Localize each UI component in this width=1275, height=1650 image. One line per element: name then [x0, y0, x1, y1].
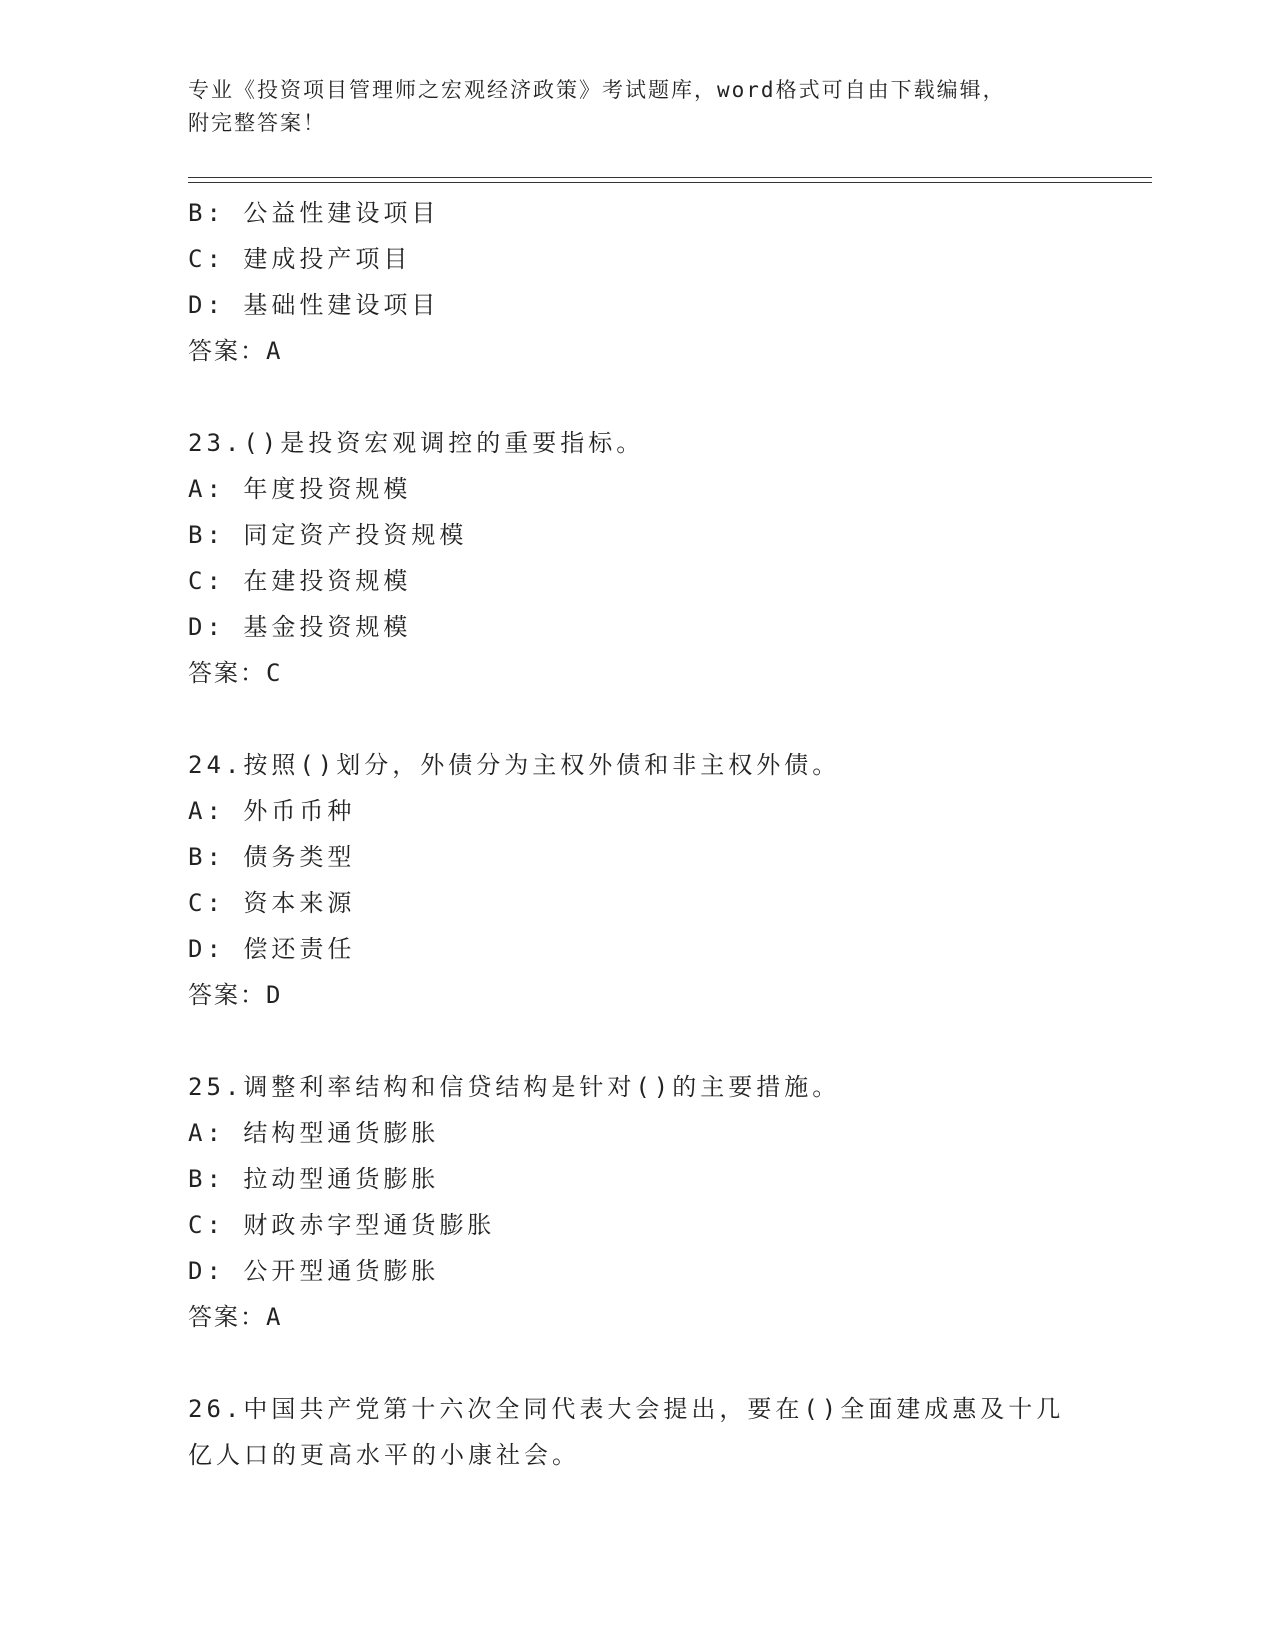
question-text: 23.()是投资宏观调控的重要指标。: [188, 429, 645, 457]
option-a: A: 结构型通货膨胀: [188, 1119, 440, 1147]
option-d: D: 偿还责任: [188, 935, 356, 963]
document-header: [188, 74, 1088, 140]
question-26: [188, 1386, 1128, 1478]
question-text: 24.按照()划分，外债分为主权外债和非主权外债。: [188, 751, 841, 779]
spacer: [188, 374, 1128, 420]
header-line-2: 附完整答案！: [188, 111, 326, 135]
option-d: D: 基金投资规模: [188, 613, 412, 641]
spacer: [188, 1018, 1128, 1064]
header-divider-bottom: [188, 182, 1152, 183]
option-b: B: 拉动型通货膨胀: [188, 1165, 440, 1193]
question-text-line-1: 26.中国共产党第十六次全同代表大会提出，要在()全面建成惠及十几: [188, 1395, 1065, 1423]
answer-line: 答案：D: [188, 981, 283, 1009]
option-c: C: 建成投产项目: [188, 245, 412, 273]
spacer: [188, 1340, 1128, 1386]
header-divider-top: [188, 177, 1152, 178]
question-24: [188, 742, 1128, 1018]
option-a: A: 外币币种: [188, 797, 356, 825]
answer-line: 答案：C: [188, 659, 283, 687]
option-a: A: 年度投资规模: [188, 475, 412, 503]
header-line-1: 专业《投资项目管理师之宏观经济政策》考试题库，word格式可自由下载编辑，: [188, 78, 1006, 102]
question-list: [188, 190, 1128, 1478]
answer-line: 答案：A: [188, 1303, 283, 1331]
question-text-line-2: 亿人口的更高水平的小康社会。: [188, 1441, 580, 1469]
option-d: D: 公开型通货膨胀: [188, 1257, 440, 1285]
option-c: C: 在建投资规模: [188, 567, 412, 595]
spacer: [188, 696, 1128, 742]
option-b: B: 同定资产投资规模: [188, 521, 468, 549]
question-22-continued: [188, 190, 1128, 374]
answer-line: 答案：A: [188, 337, 283, 365]
option-c: C: 财政赤字型通货膨胀: [188, 1211, 496, 1239]
question-text: 25.调整利率结构和信贷结构是针对()的主要措施。: [188, 1073, 841, 1101]
option-c: C: 资本来源: [188, 889, 356, 917]
question-25: [188, 1064, 1128, 1340]
option-d: D: 基础性建设项目: [188, 291, 440, 319]
option-b: B: 公益性建设项目: [188, 199, 440, 227]
option-b: B: 债务类型: [188, 843, 356, 871]
question-23: [188, 420, 1128, 696]
